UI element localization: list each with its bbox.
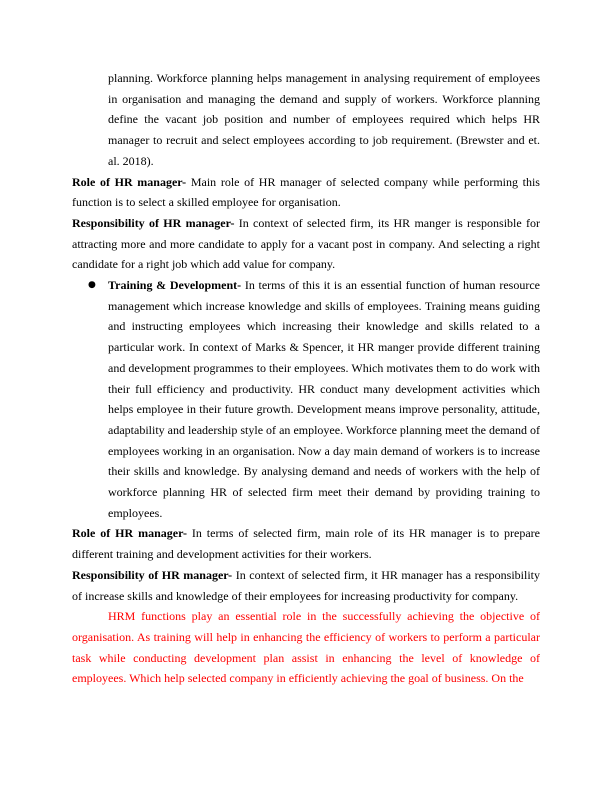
paragraph-role-of-hr-manager-1 <box>72 172 540 213</box>
role-text-2: In terms of selected firm, main role of its HR manager is to prepare different training and development activities for their workers. <box>72 526 540 562</box>
role-heading-1: Role of HR manager- <box>72 174 187 189</box>
bullet-training-development <box>88 275 540 523</box>
paragraph-responsibility-of-hr-manager-2 <box>72 565 540 606</box>
responsibility-text-1: In context of selected firm, its HR manger is responsible for attracting more and more candidate to apply for a vacant post in company. And selecting a right candidate for a right job which add value for company. <box>72 215 540 272</box>
role-text-1: Main role of HR manager of selected company while performing this function is to select a skilled employee for organisation. <box>72 174 540 210</box>
role-heading-2: Role of HR manager- <box>72 526 187 541</box>
bullet-icon: ● <box>88 280 96 291</box>
paragraph-role-of-hr-manager-2 <box>72 523 540 564</box>
paragraph-workforce-planning-continuation: planning. Workforce planning helps management in analysing requirement of employees in organisation and managing the demand and supply of workers. Workforce planning define the vacant job position and number of employees required which helps HR manager to recruit and select employees according to job requirement. (Brewster and et. al. 2018). <box>108 71 540 168</box>
responsibility-text-2: In context of selected firm, it HR manager has a responsibility of increase skills and knowledge of their employees for increasing productivity for company. <box>72 567 540 603</box>
bullet-heading: Training & Development- <box>108 278 242 293</box>
document-page <box>72 68 540 689</box>
paragraph-conclusion: HRM functions play an essential role in the successfully achieving the objective of organisation. As training will help in enhancing the efficiency of workers to perform a particular task while conducting development plan assist in enhancing the level of knowledge of employees. Which help selected company in efficiently achieving the goal of business. On the <box>72 609 540 686</box>
paragraph-responsibility-of-hr-manager-1 <box>72 213 540 275</box>
bullet-text: In terms of this it is an essential function of human resource management which increase knowledge and skills of employees. Training means guiding and instructing employees which increasing their knowledge and skills related to a particular work. In context of Marks & Spencer, it HR manger provide different training and development programmes to their employees. Which motivates them to do work with their full efficiency and productivity. HR conduct many development activities which helps employee in their future growth. Development means improve personality, attitude, adaptability and leadership style of an employee. Workforce planning meet the demand of employees working in an organisation. Now a day main demand of workers is to increase their skills and knowledge. By analysing demand and needs of workers with the help of workforce planning HR of selected firm meet their demand by providing training to employees. <box>108 278 540 520</box>
responsibility-heading-1: Responsibility of HR manager- <box>72 215 235 230</box>
responsibility-heading-2: Responsibility of HR manager- <box>72 567 233 582</box>
